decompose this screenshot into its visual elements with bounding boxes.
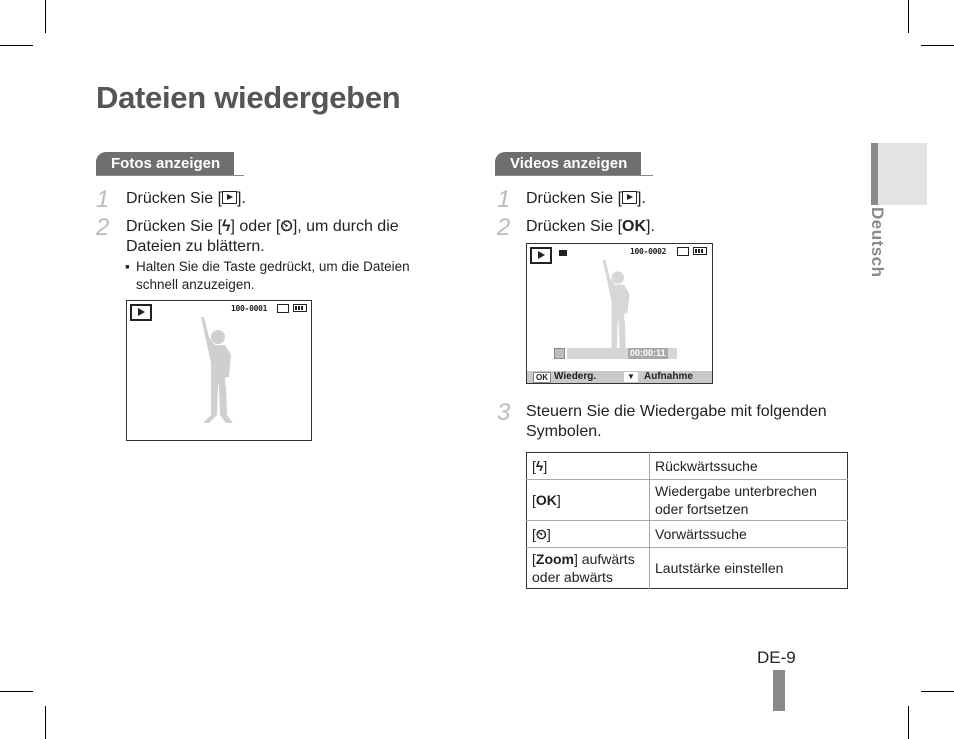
table-cell: Vorwärtssuche xyxy=(650,521,848,548)
bracket: [ xyxy=(532,492,536,508)
crop-mark xyxy=(908,706,909,739)
crop-mark xyxy=(921,45,954,46)
step-text: Dateien zu blättern. xyxy=(126,238,265,255)
down-arrow-icon: ▼ xyxy=(624,372,638,382)
flash-icon: ϟ xyxy=(535,458,544,474)
step-number: 1 xyxy=(96,186,110,213)
timer-icon: ⏲ xyxy=(280,218,293,235)
table-cell: Rückwärtssuche xyxy=(650,453,848,480)
videos-section-title: Videos anzeigen xyxy=(495,152,641,175)
step-text: Drücken Sie [ xyxy=(126,218,223,235)
step-text: ]. xyxy=(646,218,655,235)
file-counter: 100-0001 xyxy=(231,304,268,313)
page-title: Dateien wiedergeben xyxy=(96,80,401,115)
playback-mode-icon xyxy=(130,304,152,321)
hint-text: Halten Sie die Taste gedrückt, um die Dateien xyxy=(136,259,410,274)
video-file-icon xyxy=(559,250,567,256)
bullet-marker: ▪ xyxy=(125,259,130,274)
zoom-label: Zoom xyxy=(535,551,574,567)
hint-text: schnell anzuzeigen. xyxy=(136,277,255,292)
photos-section-header xyxy=(96,152,244,175)
step-text: Drücken Sie [ xyxy=(126,190,223,207)
photos-step-2 xyxy=(126,217,446,257)
step-text: ] oder [ xyxy=(230,218,281,235)
bracket: [ xyxy=(532,551,536,567)
page-number-bar xyxy=(773,670,785,711)
crop-mark xyxy=(45,0,46,33)
table-row xyxy=(527,548,848,589)
crop-mark xyxy=(908,0,909,33)
battery-icon xyxy=(293,304,307,312)
screen-bottom-bar xyxy=(527,371,712,383)
battery-icon xyxy=(693,247,707,255)
bracket: ] xyxy=(543,458,548,474)
person-silhouette xyxy=(589,258,643,358)
bracket: [ xyxy=(532,458,536,474)
step-text: ], um durch die xyxy=(292,218,399,235)
playback-mode-icon xyxy=(530,247,552,264)
photo-playback-screen xyxy=(126,300,312,441)
play-icon xyxy=(222,191,237,204)
playback-label: Wiederg. xyxy=(554,371,597,382)
videos-section-header xyxy=(495,152,653,175)
step-number: 3 xyxy=(497,399,511,426)
language-tab-bar xyxy=(871,143,878,205)
photos-section-title: Fotos anzeigen xyxy=(96,152,234,175)
step-text: Drücken Sie [ xyxy=(526,218,623,235)
memory-card-icon xyxy=(277,304,289,313)
table-row xyxy=(527,480,848,521)
photos-step-1 xyxy=(126,189,246,209)
stop-icon xyxy=(554,348,565,359)
memory-card-icon xyxy=(677,247,689,256)
record-label: Aufnahme xyxy=(644,371,693,382)
crop-mark xyxy=(0,691,33,692)
photos-hint xyxy=(125,258,446,294)
section-underline xyxy=(96,175,244,176)
ok-icon: OK xyxy=(622,218,647,235)
step-text: ]. xyxy=(237,190,246,207)
table-text: ] aufwärts oder abwärts xyxy=(532,551,635,585)
table-cell xyxy=(527,521,650,548)
table-cell xyxy=(527,453,650,480)
playback-time: 00:00:11 xyxy=(630,348,666,358)
page-number: DE-9 xyxy=(757,648,796,667)
language-tab xyxy=(871,143,927,205)
table-row xyxy=(527,453,848,480)
language-tab-label: Deutsch xyxy=(868,207,887,278)
crop-mark xyxy=(45,706,46,739)
flash-icon: ϟ xyxy=(222,218,231,235)
videos-step-1 xyxy=(526,189,646,209)
crop-mark xyxy=(0,45,33,46)
bracket: [ xyxy=(532,526,536,542)
person-silhouette xyxy=(189,315,243,427)
step-number: 2 xyxy=(96,214,110,241)
table-row xyxy=(527,521,848,548)
step-text: Drücken Sie [ xyxy=(526,190,623,207)
crop-mark xyxy=(921,691,954,692)
table-cell: Lautstärke einstellen xyxy=(655,560,784,576)
controls-table xyxy=(526,452,848,589)
step-text: Steuern Sie die Wiedergabe mit folgenden xyxy=(526,403,827,420)
videos-step-3 xyxy=(526,402,856,442)
ok-button-label: OK xyxy=(533,372,551,383)
ok-icon: OK xyxy=(535,492,557,508)
step-text: Symbolen. xyxy=(526,423,602,440)
table-cell: Wiedergabe unterbrechen oder fortsetzen xyxy=(650,480,848,521)
bracket: ] xyxy=(556,492,561,508)
step-number: 2 xyxy=(497,214,511,241)
video-playback-screen xyxy=(526,243,713,384)
timer-icon: ⏲ xyxy=(535,526,547,542)
step-text: ]. xyxy=(637,190,646,207)
play-icon xyxy=(622,191,637,204)
table-cell xyxy=(527,480,650,521)
step-number: 1 xyxy=(497,186,511,213)
videos-step-2 xyxy=(526,217,655,237)
bracket: ] xyxy=(546,526,551,542)
file-counter: 100-0002 xyxy=(630,247,667,256)
section-underline xyxy=(495,175,653,176)
table-cell xyxy=(527,548,650,589)
